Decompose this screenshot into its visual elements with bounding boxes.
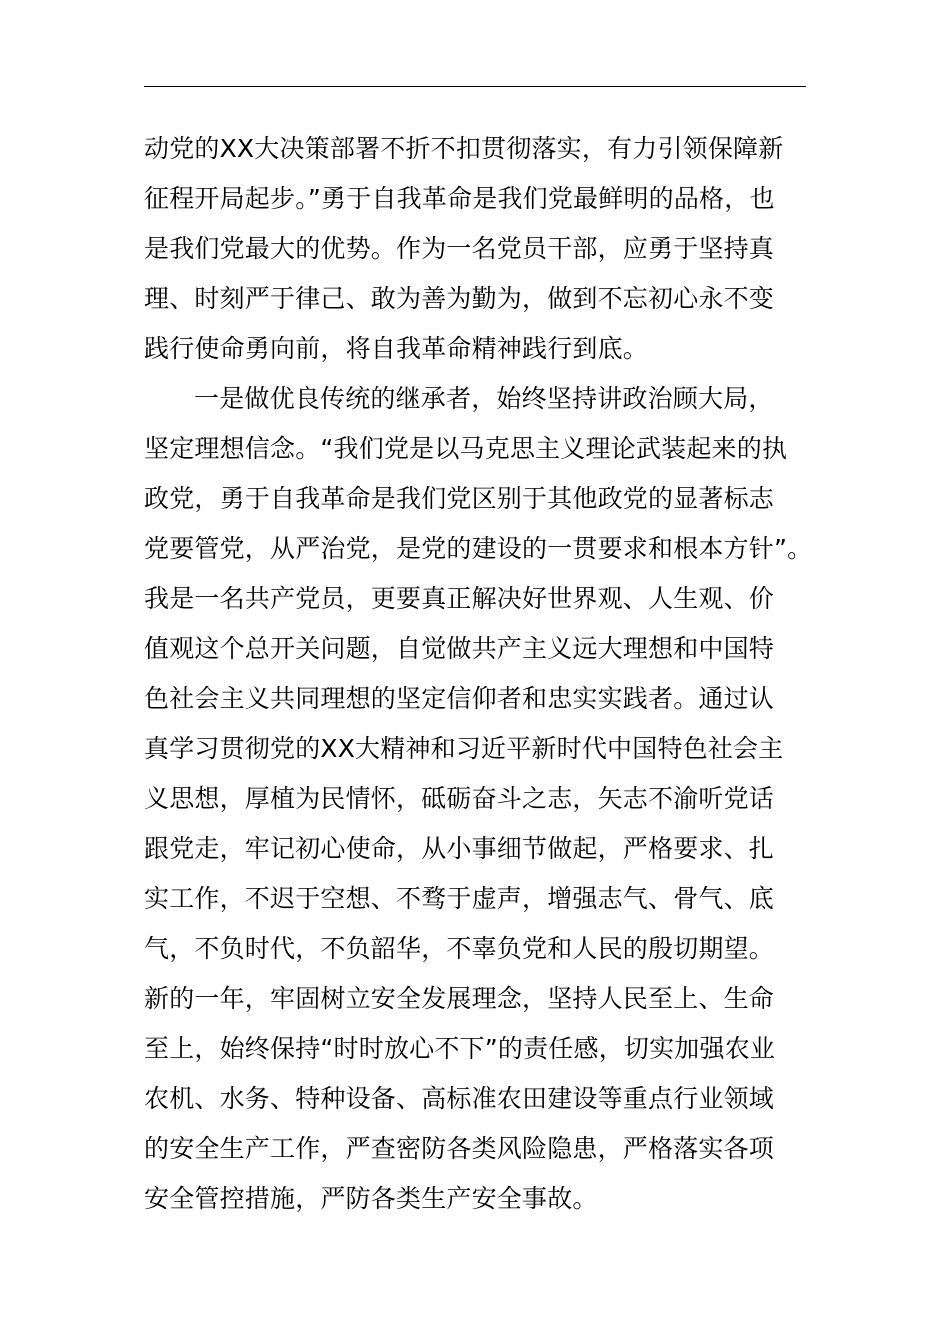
text-line: 新的一年，牢固树立安全发展理念，坚持人民至上、生命 bbox=[144, 984, 775, 1013]
text-line: 动党的XX大决策部署不折不扣贯彻落实，有力引领保障新 bbox=[144, 134, 784, 163]
text-line: 政党，勇于自我革命是我们党区别于其他政党的显著标志 bbox=[144, 484, 775, 513]
text-line: 的安全生产工作，严查密防各类风险隐患，严格落实各项 bbox=[144, 1134, 775, 1163]
text-line: 至上，始终保持“时时放心不下”的责任感，切实加强农业 bbox=[144, 1034, 776, 1063]
body-text bbox=[144, 124, 813, 1224]
text-line: 值观这个总开关问题，自觉做共产主义远大理想和中国特 bbox=[144, 634, 775, 663]
text-line: 真学习贯彻党的XX大精神和习近平新时代中国特色社会主 bbox=[144, 734, 784, 763]
text-line: 色社会主义共同理想的坚定信仰者和忠实实践者。通过认 bbox=[144, 684, 775, 713]
text-line: 义思想，厚植为民情怀，砥砺奋斗之志，矢志不渝听党话 bbox=[144, 784, 775, 813]
header-rule bbox=[144, 86, 806, 87]
text-line: 坚定理想信念。“我们党是以马克思主义理论武装起来的执 bbox=[144, 434, 788, 463]
text-line: 党要管党，从严治党，是党的建设的一贯要求和根本方针”。 bbox=[144, 534, 813, 563]
text-line: 跟党走，牢记初心使命，从小事细节做起，严格要求、扎 bbox=[144, 834, 775, 863]
text-line: 践行使命勇向前，将自我革命精神践行到底。 bbox=[144, 334, 649, 363]
text-line: 农机、水务、特种设备、高标准农田建设等重点行业领域 bbox=[144, 1084, 775, 1113]
text-line: 是我们党最大的优势。作为一名党员干部，应勇于坚持真 bbox=[144, 234, 775, 263]
text-line: 征程开局起步。”勇于自我革命是我们党最鲜明的品格，也 bbox=[144, 184, 775, 213]
text-line: 安全管控措施，严防各类生产安全事故。 bbox=[144, 1184, 598, 1213]
text-line: 我是一名共产党员，更要真正解决好世界观、人生观、价 bbox=[144, 584, 775, 613]
text-line: 气，不负时代，不负韶华，不辜负党和人民的殷切期望。 bbox=[144, 934, 775, 963]
text-line: 理、时刻严于律己、敢为善为勤为，做到不忘初心永不变 bbox=[144, 284, 775, 313]
text-line: 实工作，不迟于空想、不骛于虚声，增强志气、骨气、底 bbox=[144, 884, 775, 913]
paragraph-start-line: 一是做优良传统的继承者，始终坚持讲政治顾大局， bbox=[194, 384, 774, 413]
